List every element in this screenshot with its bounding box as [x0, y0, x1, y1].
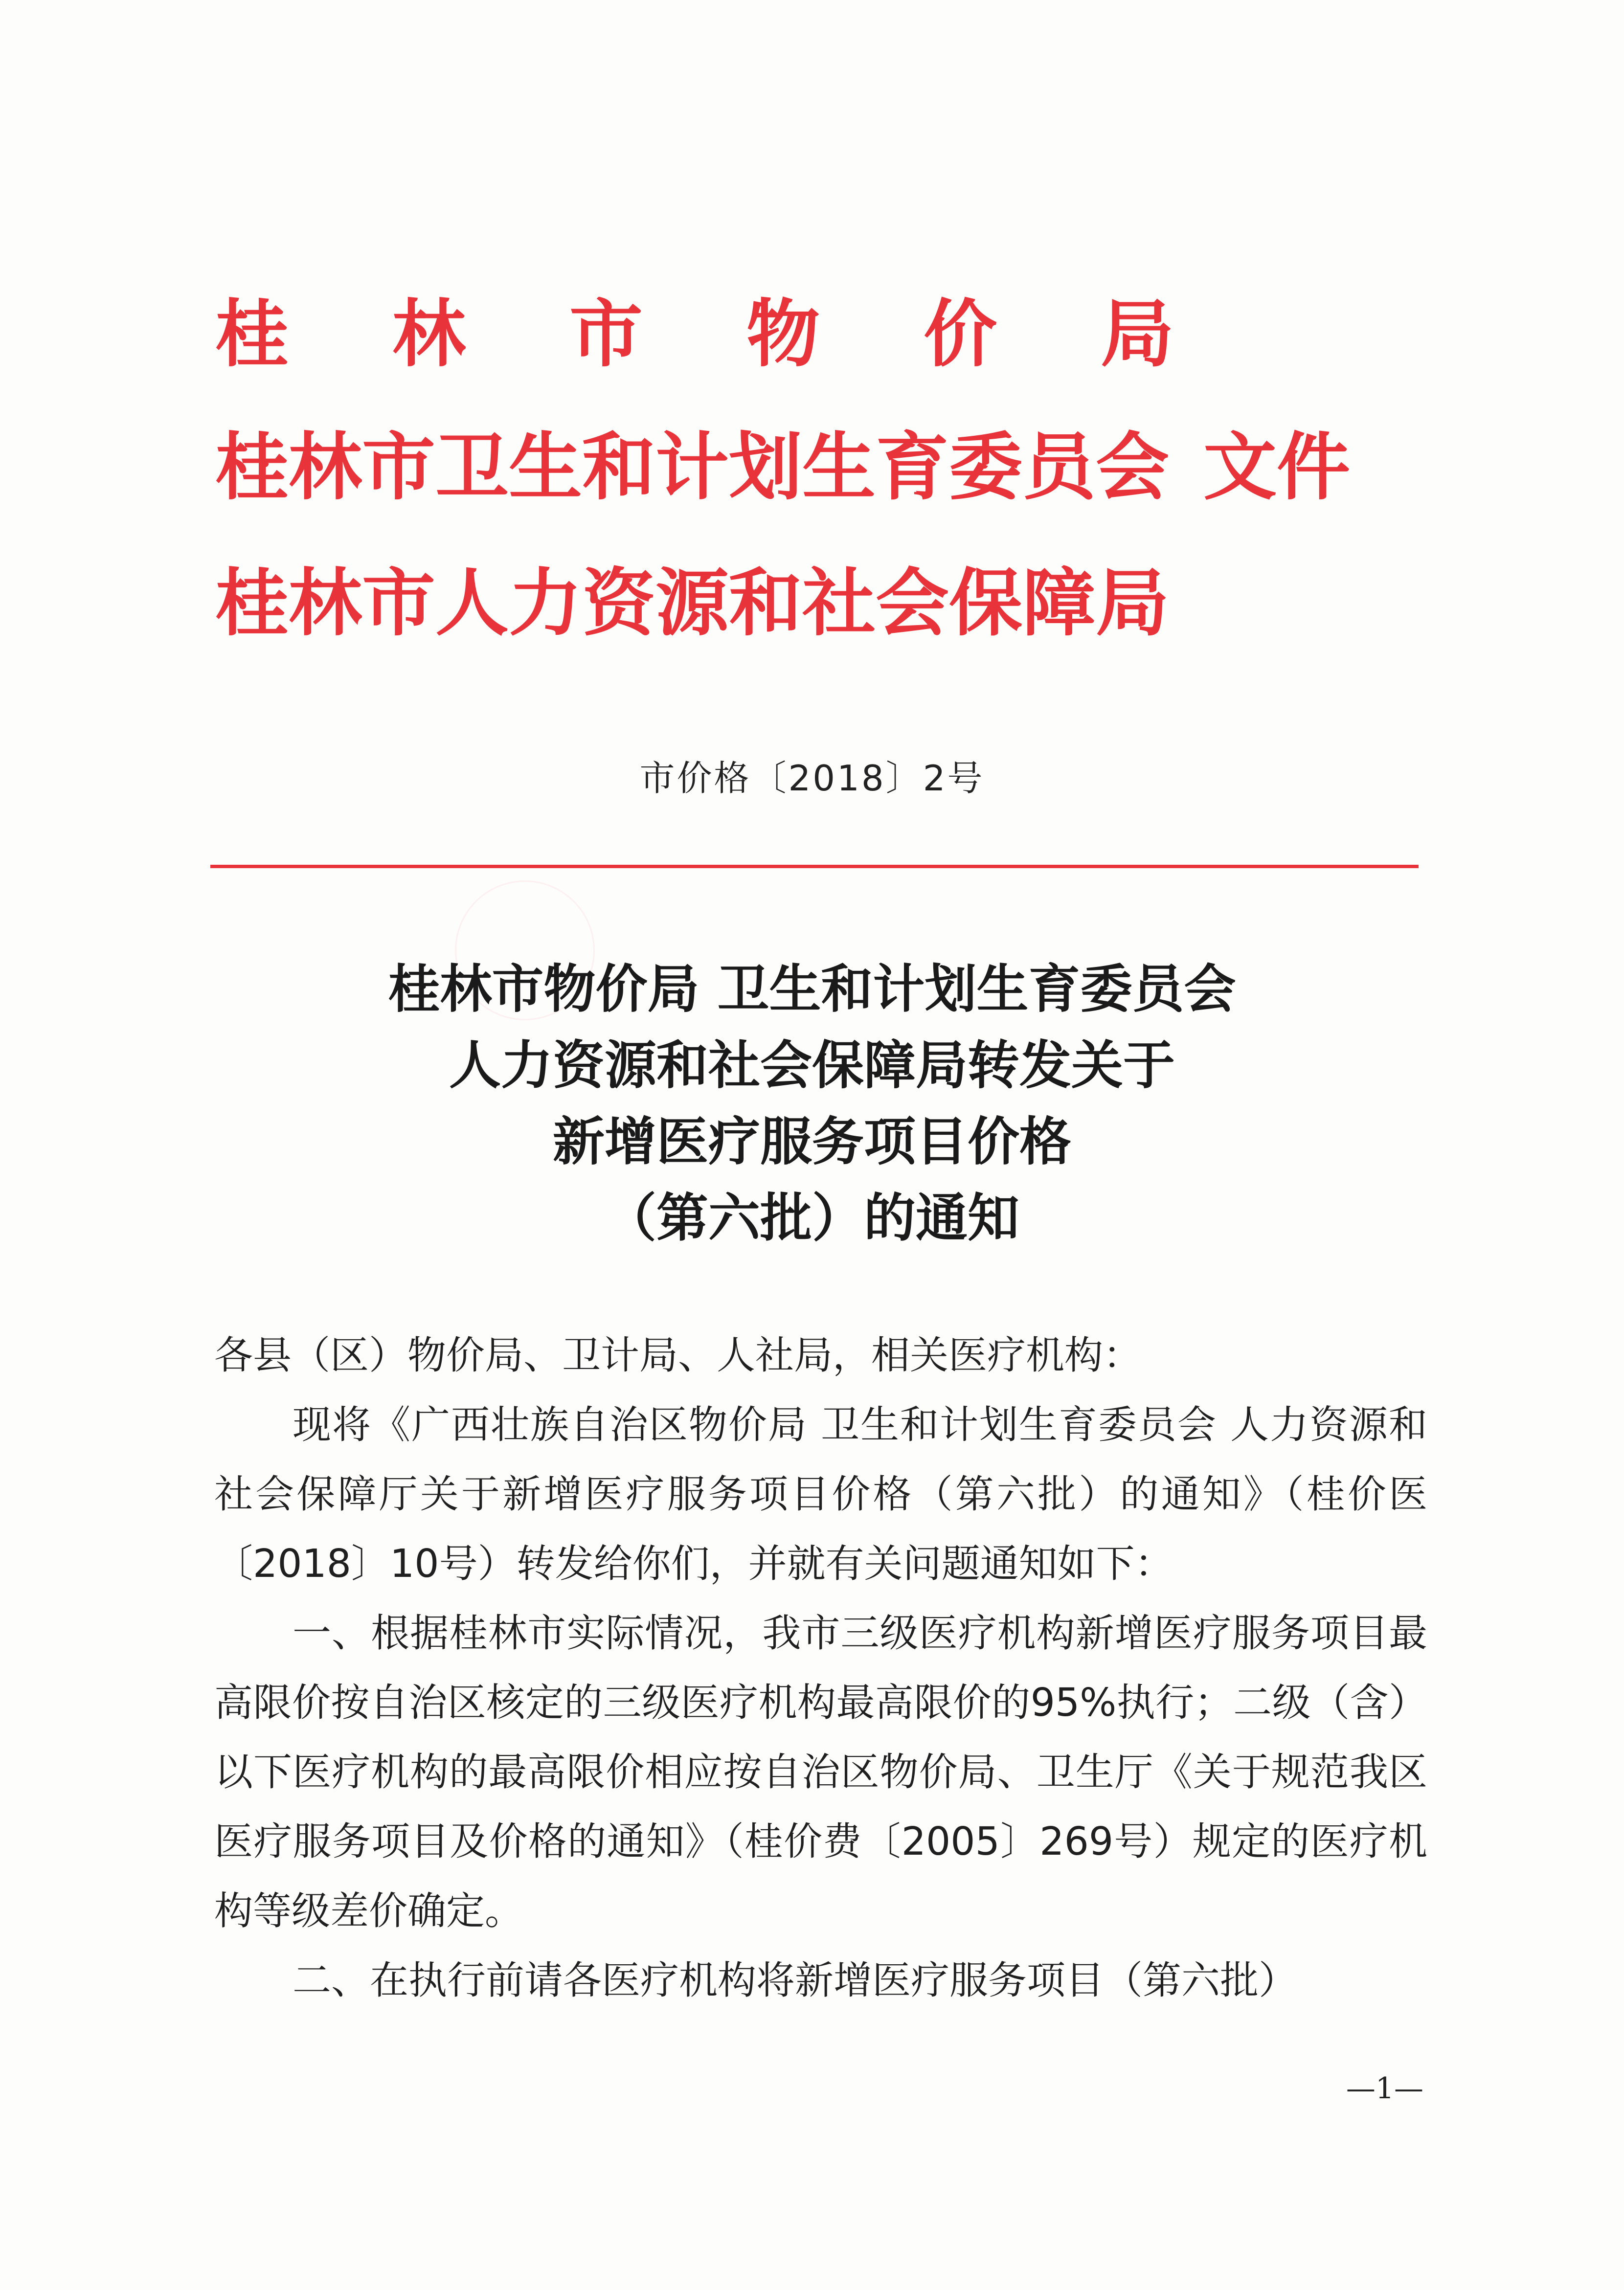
issuer-line-health-commission [215, 424, 1351, 510]
title-line-1: 桂林市物价局 卫生和计划生育委员会 [388, 959, 1236, 1019]
document-body [214, 1321, 1427, 2015]
issuer-name-hr-bureau: 桂林市人力资源和社会保障局 [215, 560, 1170, 646]
title-line-4: （第六批）的通知 [605, 1188, 1019, 1248]
header-divider [210, 865, 1419, 868]
body-paragraph-3: 二、在执行前请各医疗机构将新增医疗服务项目（第六批） [293, 1958, 1297, 2003]
title-line-3: 新增医疗服务项目价格 [553, 1112, 1071, 1172]
document-number: 市价格〔2018〕2号 [639, 758, 985, 799]
title-line-2: 人力资源和社会保障局转发关于 [449, 1035, 1175, 1096]
issuer-name-price-bureau: 桂林市物价局 [215, 291, 1278, 377]
document-word: 文件 [1203, 424, 1351, 510]
issuer-name-health-commission: 桂林市卫生和计划生育委员会 [215, 424, 1170, 510]
document-title [0, 951, 1624, 1257]
salutation: 各县（区）物价局、卫计局、人社局，相关医疗机构： [214, 1333, 1142, 1378]
page-number: —1— [1346, 2071, 1423, 2106]
body-paragraph-2: 一、根据桂林市实际情况，我市三级医疗机构新增医疗服务项目最高限价按自治区核定的三级医疗机构最高限价的95%执行；二级（含）以下医疗机构的最高限价相应按自治区物价局、卫生厅《关于规范我区医疗服务项目及价格的通知》（桂价费〔2005〕269号）规定的医疗机构等级差价确定。 [214, 1611, 1427, 1933]
body-paragraph-1: 现将《广西壮族自治区物价局 卫生和计划生育委员会 人力资源和社会保障厅关于新增医疗服务项目价格（第六批）的通知》（桂价医〔2018〕10号）转发给你们，并就有关问题通知如下： [214, 1402, 1427, 1586]
